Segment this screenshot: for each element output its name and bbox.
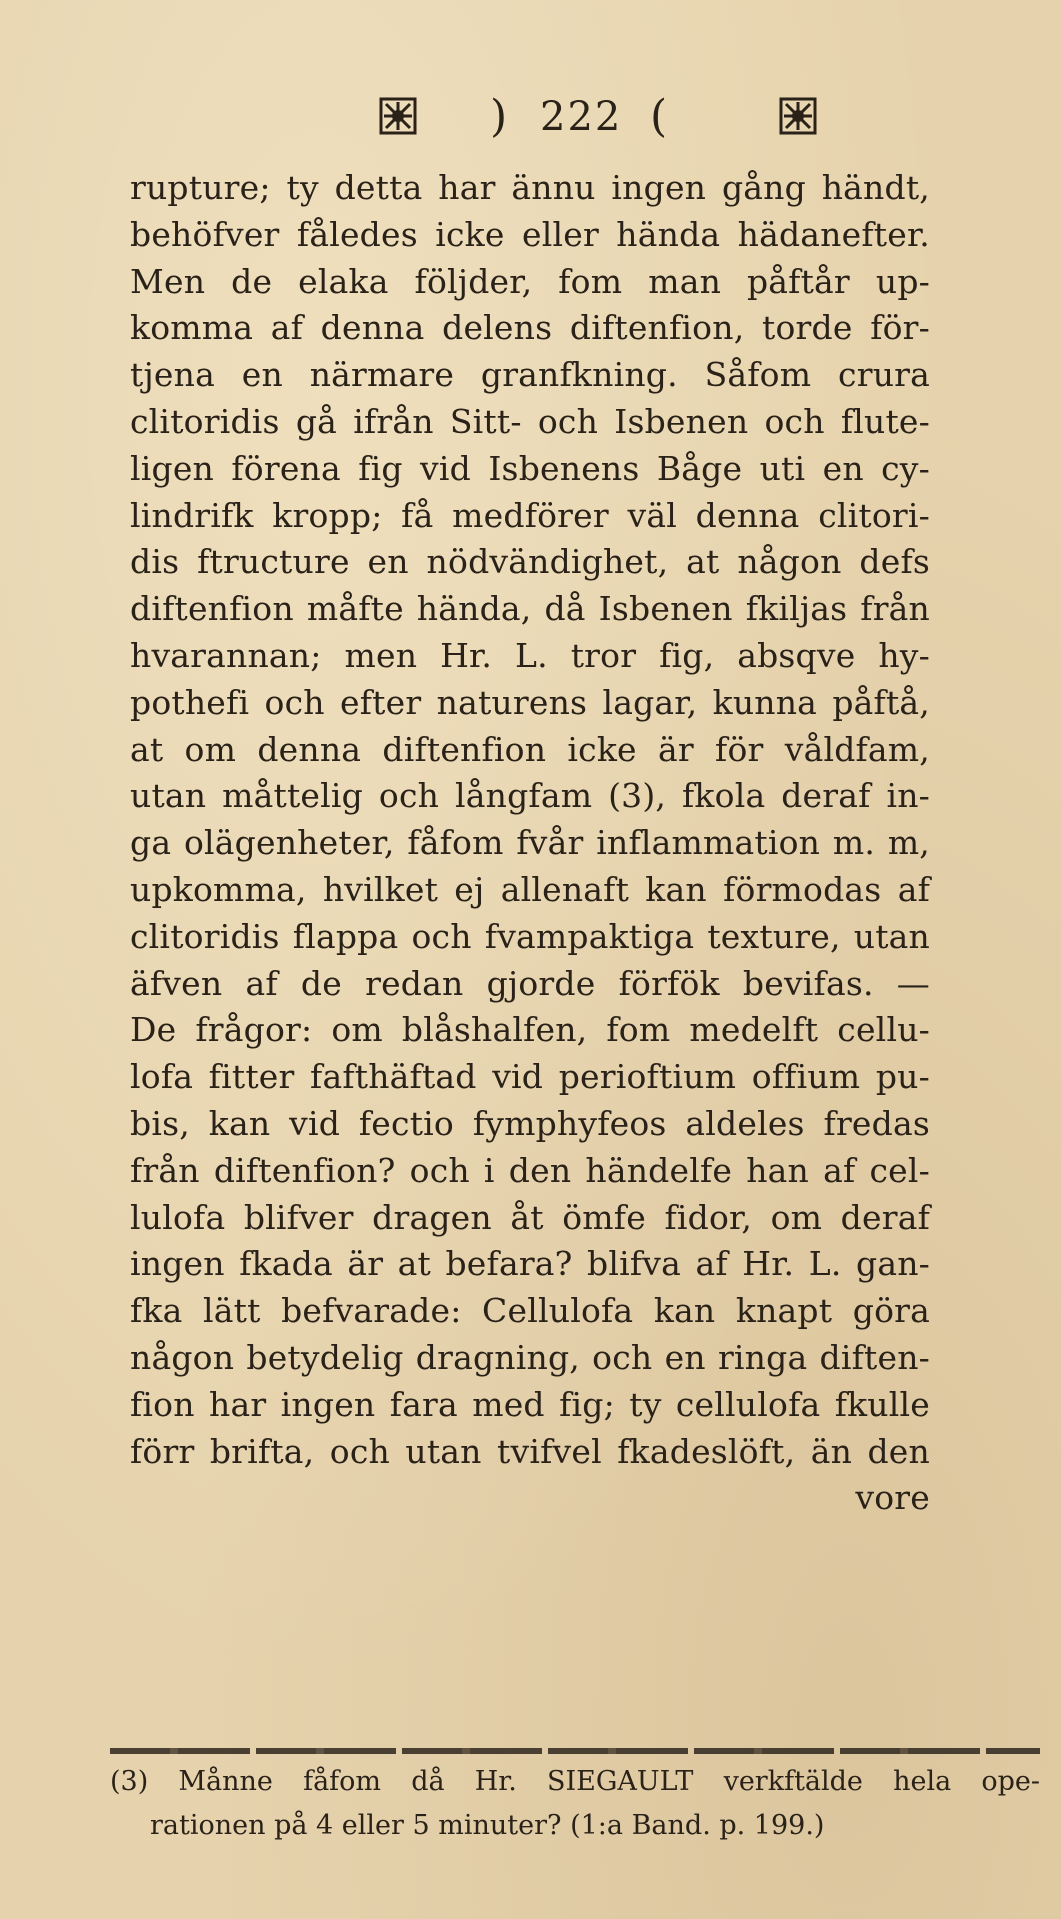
text-line-10: diftenfion måfte hända, då Isbenen fkiljas från [130,589,930,629]
text-line-3: Men de elaka följder, fom man påftår up- [130,261,930,301]
header-right-paren: ( [650,91,668,142]
text-line-20: lofa fitter fafthäftad vid perioftium offium pu- [130,1057,930,1097]
text-line-28: förr brifta, och utan tvifvel fkadeslöft, än den [130,1431,930,1471]
footnote-line-1: (3) Månne fåfom då Hr. SIEGAULT verkftälde hela ope- [110,1766,1040,1797]
ornament-left-icon [378,96,418,136]
text-line-21: bis, kan vid fectio fymphyfeos aldeles fredas [130,1103,930,1143]
text-line-13: at om denna diftenfion icke är för våldfam, [130,729,930,769]
text-line-5: tjena en närmare granfkning. Såfom crura [130,355,930,395]
text-line-25: fka lätt befvarade: Cellulofa kan knapt göra [130,1291,930,1331]
text-line-2: behöfver fåledes icke eller hända hädanefter. [130,214,930,254]
catchword: vore [855,1478,930,1518]
text-line-18: äfven af de redan gjorde förfök bevifas. — [130,963,930,1003]
text-line-8: lindrifk kropp; få medförer väl denna clitori- [130,495,930,535]
footnote-rule [110,1748,1040,1754]
text-line-14: utan måttelig och långfam (3), fkola deraf in- [130,776,930,816]
text-line-19: De frågor: om blåshalfen, fom medelft cellu- [130,1010,930,1050]
text-line-12: pothefi och efter naturens lagar, kunna påftå, [130,682,930,722]
text-line-9: dis ftructure en nödvändighet, at någon defs [130,542,930,582]
text-line-11: hvarannan; men Hr. L. tror fig, absqve hy- [130,635,930,675]
text-line-7: ligen förena fig vid Isbenens Båge uti en cy- [130,448,930,488]
footnote-line-2: rationen på 4 eller 5 minuter? (1:a Band. p. 199.) [150,1810,825,1841]
text-line-15: ga olägenheter, fåfom fvår inflammation m. m, [130,823,930,863]
text-line-6: clitoridis gå ifrån Sitt- och Isbenen och flute- [130,401,930,441]
text-line-17: clitoridis flappa och fvampaktiga texture, utan [130,916,930,956]
footnote [110,1760,1040,1848]
text-line-16: upkomma, hvilket ej allenaft kan förmodas af [130,869,930,909]
header-left-paren: ) [490,91,508,142]
body-text [130,165,930,1522]
page-header [0,92,1061,142]
text-line-1: rupture; ty detta har ännu ingen gång händt, [130,168,930,207]
text-line-24: ingen fkada är at befara? blifva af Hr. L. gan- [130,1244,930,1284]
text-line-26: någon betydelig dragning, och en ringa diften- [130,1337,930,1377]
ornament-right-icon [778,96,818,136]
page-number: 222 [540,94,623,140]
text-line-4: komma af denna delens diftenfion, torde för- [130,308,930,348]
text-line-27: fion har ingen fara med fig; ty cellulofa fkulle [130,1384,930,1424]
text-line-23: lulofa blifver dragen åt ömfe fidor, om deraf [130,1197,930,1237]
text-line-22: från diftenfion? och i den händelfe han af cel- [130,1150,930,1190]
